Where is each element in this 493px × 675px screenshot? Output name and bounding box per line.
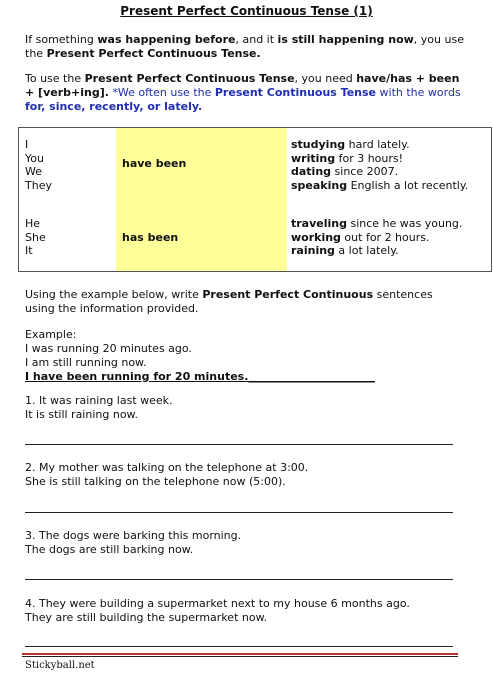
- answer-line-1[interactable]: [25, 444, 453, 445]
- answer-line-3[interactable]: [25, 579, 453, 580]
- example-line: I was running 20 minutes ago.: [25, 342, 192, 355]
- exercise-prompt: 1. It was raining last week.: [25, 394, 173, 407]
- instructions-text: Using the example below, write: [25, 288, 203, 301]
- example-label: Example:: [25, 328, 77, 341]
- highlight-column: [116, 128, 287, 271]
- instructions-emphasis: Present Perfect Continuous: [202, 288, 374, 301]
- intro-text: , you need: [294, 72, 357, 85]
- example-sentence: studying hard lately.: [291, 138, 410, 151]
- example-sentence: working out for 2 hours.: [291, 230, 430, 244]
- instructions: [25, 288, 445, 316]
- intro-text: , you use the: [25, 33, 464, 60]
- exercise-2: [25, 461, 465, 489]
- note-emphasis: Present Continuous Tense: [214, 86, 377, 99]
- grammar-table: [18, 127, 492, 272]
- example-group-1: [291, 138, 468, 192]
- example-line: I am still running now.: [25, 356, 147, 369]
- exercise-prompt: It is still raining now.: [25, 408, 139, 421]
- exercise-prompt: She is still talking on the telephone now (5:00).: [25, 475, 286, 488]
- pronoun-group-1: [25, 138, 52, 192]
- example-sentence: writing for 3 hours!: [291, 151, 404, 165]
- note-text: *We often use the: [108, 86, 215, 99]
- intro-text: , and it: [235, 33, 278, 46]
- footer-brand: Stickyball.net: [25, 660, 95, 671]
- footer-rule: [22, 656, 458, 657]
- intro-emphasis: was happening before: [97, 33, 236, 46]
- exercise-prompt: They are still building the supermarket now.: [25, 611, 268, 624]
- example-group-2: [291, 217, 462, 258]
- intro-emphasis: Present Perfect Continuous Tense: [84, 72, 295, 85]
- pronoun: She: [25, 230, 46, 244]
- note-emphasis: for, since, recently, or lately.: [25, 100, 203, 113]
- exercise-prompt: 3. The dogs were barking this morning.: [25, 529, 242, 542]
- example-sentence: traveling since he was young.: [291, 217, 463, 230]
- pronoun: It: [25, 244, 33, 257]
- pronoun-group-2: [25, 217, 46, 258]
- example-sentence: speaking English a lot recently.: [291, 178, 469, 192]
- footer-rule: [22, 653, 458, 655]
- pronoun: He: [25, 217, 41, 230]
- pronoun: I: [25, 138, 29, 151]
- intro-paragraph-2: [25, 72, 465, 114]
- intro-emphasis: Present Perfect Continuous Tense.: [46, 47, 261, 60]
- instructions-text: sentences using the information provided.: [25, 288, 433, 315]
- intro-text: To use the: [25, 72, 85, 85]
- answer-line-4[interactable]: [25, 646, 453, 647]
- note-text: with the words: [376, 86, 461, 99]
- example-answer: I have been running for 20 minutes._______________________: [25, 370, 375, 383]
- example-sentence: dating since 2007.: [291, 165, 399, 178]
- exercise-1: [25, 394, 465, 422]
- page-title: Present Perfect Continuous Tense (1): [120, 4, 373, 18]
- auxiliary-has-been: has been: [122, 231, 179, 244]
- example-block: [25, 328, 465, 384]
- formula: have/has + been + [verb+ing].: [25, 72, 460, 99]
- pronoun: We: [25, 165, 42, 178]
- auxiliary-have-been: have been: [122, 157, 187, 170]
- exercise-3: [25, 529, 465, 557]
- exercise-prompt: 4. They were building a supermarket next to my house 6 months ago.: [25, 597, 410, 610]
- example-sentence: raining a lot lately.: [291, 244, 399, 257]
- intro-paragraph-1: [25, 33, 465, 61]
- answer-line-2[interactable]: [25, 512, 453, 513]
- exercise-prompt: The dogs are still barking now.: [25, 543, 194, 556]
- pronoun: You: [25, 151, 44, 165]
- intro-emphasis: is still happening now: [277, 33, 414, 46]
- intro-text: If something: [25, 33, 98, 46]
- exercise-4: [25, 597, 465, 625]
- exercise-prompt: 2. My mother was talking on the telephone at 3:00.: [25, 461, 309, 474]
- pronoun: They: [25, 178, 52, 192]
